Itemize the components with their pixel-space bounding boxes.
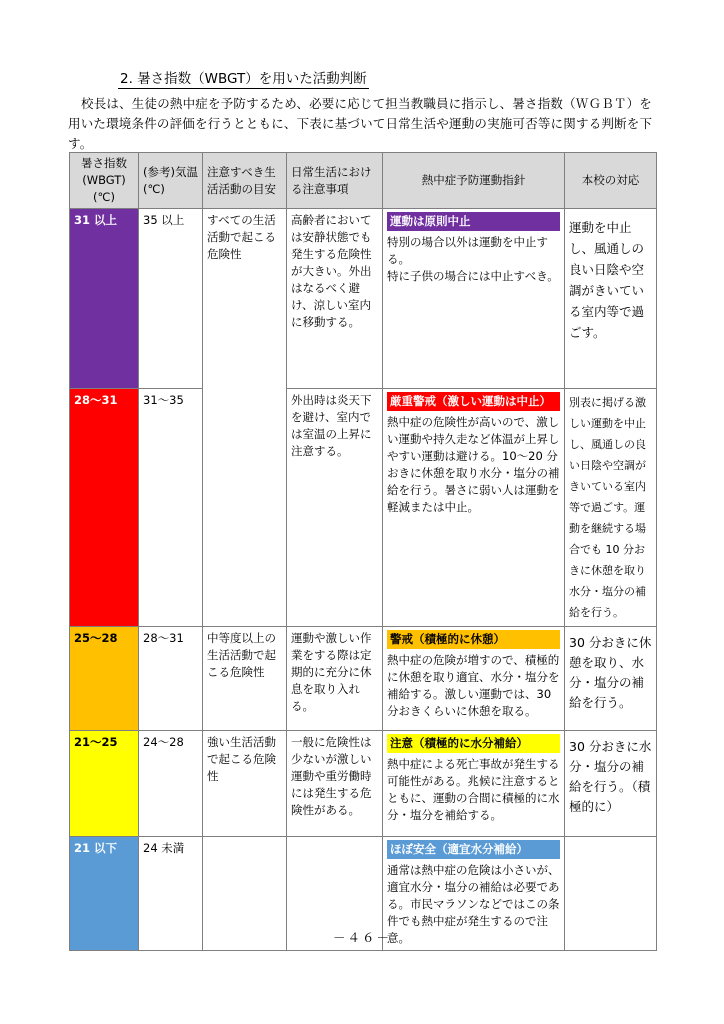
guideline-text: 特別の場合以外は運動を中止する。 特に子供の場合には中止すべき。 (387, 235, 559, 283)
table-row (70, 389, 657, 627)
daily-cell: 運動や激しい作業をする際は定期的に充分に休息を取り入れる。 (287, 627, 383, 731)
wbgt-cell: 21 以下 (70, 837, 139, 951)
temp-cell: 35 以上 (139, 209, 203, 389)
guideline-cell (383, 627, 565, 731)
header-activity: 注意すべき生活活動の目安 (203, 153, 287, 209)
header-wbgt: 暑さ指数(WBGT)(℃) (70, 153, 139, 209)
temp-cell: 28～31 (139, 627, 203, 731)
school-cell: 30 分おきに休憩を取り、水分・塩分の補給を行う。 (565, 627, 657, 731)
level-tag: ほぼ安全（適宜水分補給） (387, 840, 560, 859)
daily-cell: 一般に危険性は少ないが激しい運動や重労働時には発生する危険性がある。 (287, 731, 383, 837)
school-cell: 運動を中止し、風通しの良い日陰や空調がきいている室内等で過ごす。 (565, 209, 657, 389)
level-tag: 厳重警戒（激しい運動は中止） (387, 392, 560, 411)
school-cell: 30 分おきに水分・塩分の補給を行う。（積極的に） (565, 731, 657, 837)
page-number: －４６－ (332, 930, 391, 945)
table-row (70, 627, 657, 731)
guideline-text: 熱中症の危険が増すので、積極的に休憩を取り適宜、水分・塩分を補給する。激しい運動では、30 分おきくらいに休憩を取る。 (387, 653, 560, 718)
header-guideline: 熱中症予防運動指針 (383, 153, 565, 209)
wbgt-cell: 28～31 (70, 389, 139, 627)
activity-cell: すべての生活活動で起こる危険性 (203, 209, 287, 627)
wbgt-guideline-table (69, 152, 657, 951)
school-cell: 別表に掲げる激しい運動を中止し、風通しの良い日陰や空調がきいている室内等で過ごす。運動を継続する場合でも 10 分おきに休憩を取り水分・塩分の補給を行う。 (565, 389, 657, 627)
daily-cell: 外出時は炎天下を避け、室内では室温の上昇に注意する。 (287, 389, 383, 627)
header-school: 本校の対応 (565, 153, 657, 209)
header-temp: (参考)気温(℃) (139, 153, 203, 209)
guideline-text: 通常は熱中症の危険は小さいが、適宜水分・塩分の補給は必要である。市民マラソンなどではこの条件でも熱中症が発生するので注意。 (387, 863, 560, 945)
wbgt-cell: 21～25 (70, 731, 139, 837)
activity-cell: 強い生活活動で起こる危険性 (203, 731, 287, 837)
daily-cell: 高齢者においては安静状態でも発生する危険性が大きい。外出はなるべく避け、涼しい室内に移動する。 (287, 209, 383, 389)
header-daily: 日常生活における注意事項 (287, 153, 383, 209)
guideline-text: 熱中症の危険性が高いので、激しい運動や持久走など体温が上昇しやすい運動は避ける。10～20 分おきに休憩を取り水分・塩分の補給を行う。暑さに弱い人は運動を軽減または中止。 (387, 415, 560, 514)
temp-cell: 24～28 (139, 731, 203, 837)
guideline-text: 熱中症による死亡事故が発生する可能性がある。兆候に注意するとともに、運動の合間に積極的に水分・塩分を補給する。 (387, 757, 560, 822)
table-row (70, 731, 657, 837)
table-row (70, 209, 657, 389)
level-tag: 注意（積極的に水分補給） (387, 734, 560, 753)
wbgt-cell: 31 以上 (70, 209, 139, 389)
section-heading: 2. 暑さ指数（WBGT）を用いた活動判断 (120, 71, 367, 87)
level-tag: 運動は原則中止 (387, 212, 560, 231)
activity-cell: 中等度以上の生活活動で起こる危険性 (203, 627, 287, 731)
guideline-cell (383, 209, 565, 389)
guideline-cell (383, 731, 565, 837)
wbgt-cell: 25～28 (70, 627, 139, 731)
intro-paragraph: 校長は、生徒の熱中症を予防するため、必要に応じて担当教職員に指示し、暑さ指数（ＷＧＢＴ）を用いた環境条件の評価を行うとともに、下表に基づいて日常生活や運動の実施可否等に関する判断を下す。 (68, 96, 653, 151)
table-header-row (70, 153, 657, 209)
level-tag: 警戒（積極的に休憩） (387, 630, 560, 649)
temp-cell: 31～35 (139, 389, 203, 627)
temp-cell: 24 未満 (139, 837, 203, 951)
guideline-cell (383, 389, 565, 627)
